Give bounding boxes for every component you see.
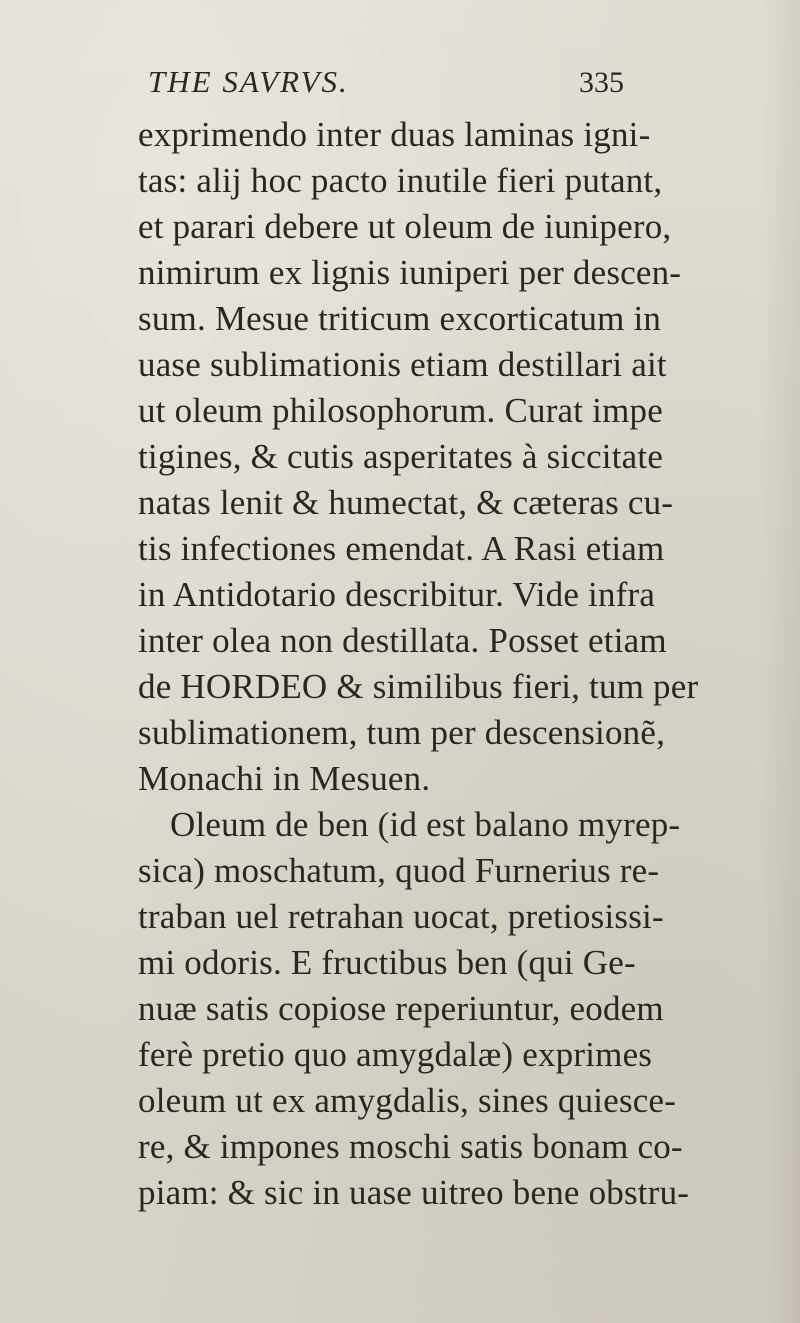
text-line: oleum ut ex amygdalis, sines quiesce- [138,1081,677,1120]
text-line: tigines, & cutis asperitates à siccitate [138,437,664,476]
text-line: Monachi in Mesuen. [138,759,431,798]
text-line: nimirum ex lignis iuniperi per descen- [138,253,682,292]
text-line: sica) moschatum, quod Furnerius re- [138,851,660,890]
running-title: THE SAVRVS. [148,64,349,99]
text-line: sublimationem, tum per descensionẽ, [138,713,666,752]
text-line: nuæ satis copiose reperiuntur, eodem [138,989,664,1028]
text-line: et parari debere ut oleum de iunipero, [138,207,672,246]
text-line: uase sublimationis etiam destillari ait [138,345,667,384]
page-edge-shadow [760,0,800,1323]
text-line: ferè pretio quo amygdalæ) exprimes [138,1035,653,1074]
text-line: sum. Mesue triticum excorticatum in [138,299,662,338]
page-number: 335 [579,66,624,99]
text-line: exprimendo inter duas laminas igni- [138,115,651,154]
text-line: tas: alij hoc pacto inutile fieri putant, [138,161,663,200]
text-line: Oleum de ben (id est balano myrep- [170,805,681,844]
text-line: tis infectiones emendat. A Rasi etiam [138,529,665,568]
text-line: ut oleum philosophorum. Curat impe [138,391,663,430]
text-line: natas lenit & humectat, & cæteras cu- [138,483,674,522]
text-line: re, & impones moschi satis bonam co- [138,1127,683,1166]
text-line: in Antidotario describitur. Vide infra [138,575,656,614]
text-line: inter olea non destillata. Posset etiam [138,621,667,660]
text-line: piam: & sic in uase uitreo bene obstru- [138,1173,690,1212]
text-line: traban uel retrahan uocat, pretiosissi- [138,897,664,936]
text-line: mi odoris. E fructibus ben (qui Ge- [138,943,636,982]
text-line: de HORDEO & similibus fieri, tum per [138,667,699,706]
page-header [0,64,800,108]
